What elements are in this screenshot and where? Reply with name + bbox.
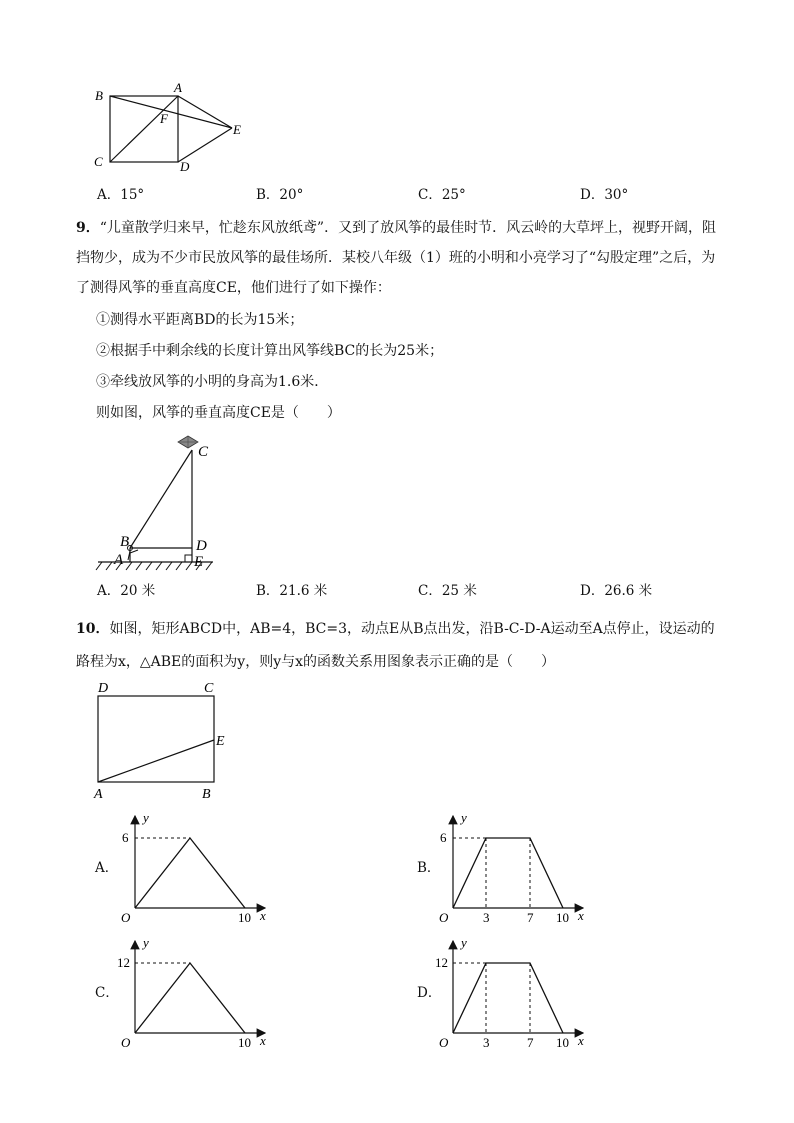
q8-option-d: D．30°: [580, 187, 629, 203]
function-line: [453, 963, 563, 1033]
q10-rectangle-figure: [88, 678, 238, 802]
origin-label: O: [439, 1035, 449, 1048]
q9-step-1: ①测得水平距离BD的长为15米；: [96, 312, 304, 328]
x-tick-label: 10: [238, 1035, 251, 1048]
y-tick-label: 12: [117, 955, 130, 970]
function-line: [135, 963, 245, 1033]
y-tick-label: 6: [440, 830, 447, 845]
y-axis-label: y: [143, 810, 149, 825]
x-tick-label: 10: [238, 910, 251, 923]
q8-option-c: C．25°: [418, 187, 466, 203]
q10-graph-b: [433, 808, 593, 923]
q9-option-a: A．20 米: [97, 583, 156, 599]
function-line: [135, 838, 245, 908]
q8-label-b: B: [95, 88, 103, 103]
y-tick-label: 6: [122, 830, 129, 845]
q8-figure: [90, 78, 260, 173]
q8-label-f: F: [160, 111, 168, 126]
y-tick-label: 12: [435, 955, 448, 970]
q9-label-a: A: [114, 552, 124, 568]
q10-line-1: 10．如图，矩形ABCD中，AB=4，BC=3，动点E从B点出发，沿B-C-D-A运动至A点停止，设运动的: [76, 621, 715, 637]
q9-option-c: C．25 米: [418, 583, 477, 599]
q9-figure: [88, 430, 228, 575]
q10-label-e: E: [216, 734, 225, 749]
y-axis-label: y: [461, 810, 467, 825]
q10-rectangle: [98, 696, 214, 782]
q8-label-e: E: [233, 122, 241, 137]
q9-string-bc: [130, 450, 192, 548]
q10-graph-a: [115, 808, 275, 923]
origin-label: O: [121, 1035, 131, 1048]
q8-line-ca: [110, 96, 178, 162]
q10-graph-c: [115, 933, 275, 1048]
q9-line-1: 9．“儿童散学归来早，忙趁东风放纸鸢”．又到了放风筝的最佳时节．风云岭的大草坪上，视野开阔，阻: [76, 220, 717, 236]
q10-label-a: A: [94, 787, 103, 802]
q9-option-d: D．26.6 米: [580, 583, 653, 599]
q10-option-d-label: D．: [417, 985, 442, 1001]
q10-line-2: 路程为x，△ABE的面积为y，则y与x的函数关系用图象表示正确的是（ ）: [76, 654, 555, 670]
origin-label: O: [121, 910, 131, 923]
origin-label: O: [439, 910, 449, 923]
q10-option-b-label: B．: [417, 860, 441, 876]
q10-option-c-label: C．: [95, 985, 119, 1001]
q10-graph-d: [433, 933, 593, 1048]
y-axis-label: y: [143, 935, 149, 950]
q9-label-c: C: [198, 444, 209, 460]
x-axis-label: x: [578, 908, 584, 923]
q8-label-c: C: [94, 154, 103, 169]
q9-label-d: D: [196, 538, 207, 554]
q9-step-2: ②根据手中剩余线的长度计算出风筝线BC的长为25米；: [96, 343, 444, 359]
q10-option-a-label: A．: [95, 860, 119, 876]
q8-line-de: [178, 128, 232, 162]
q10-line-ae: [98, 740, 214, 782]
x-tick-label: 7: [527, 1035, 534, 1048]
x-axis-label: x: [260, 908, 266, 923]
q9-line-2: 挡物少，成为不少市民放风筝的最佳场所．某校八年级（1）班的小明和小亮学习了“勾股定理”之后，为: [76, 250, 716, 266]
x-tick-label: 3: [483, 910, 490, 923]
x-tick-label: 10: [556, 1035, 569, 1048]
y-axis-label: y: [461, 935, 467, 950]
q9-label-e: E: [194, 554, 204, 570]
q10-label-c: C: [204, 681, 214, 696]
q10-label-b: B: [202, 787, 211, 802]
kite-icon: [178, 436, 198, 448]
q8-label-a: A: [174, 80, 182, 95]
q10-label-d: D: [98, 681, 109, 696]
q9-number: 9．: [76, 220, 100, 236]
q9-label-b: B: [120, 534, 130, 550]
x-tick-label: 10: [556, 910, 569, 923]
x-tick-label: 3: [483, 1035, 490, 1048]
q9-option-b: B．21.6 米: [256, 583, 328, 599]
q9-step-3: ③牵线放风筝的小明的身高为1.6米．: [96, 374, 329, 390]
function-line: [453, 838, 563, 908]
q8-line-ae: [178, 96, 232, 128]
x-axis-label: x: [578, 1033, 584, 1048]
q8-option-a: A．15°: [97, 187, 145, 203]
q8-label-d: D: [180, 159, 190, 173]
q9-question: 则如图，风筝的垂直高度CE是（ ）: [96, 405, 341, 421]
x-axis-label: x: [260, 1033, 266, 1048]
q9-line-3: 了测得风筝的垂直高度CE，他们进行了如下操作：: [76, 280, 391, 296]
x-tick-label: 7: [527, 910, 534, 923]
q8-line-be: [110, 96, 232, 128]
q10-number: 10．: [76, 621, 110, 637]
q8-option-b: B．20°: [256, 187, 304, 203]
